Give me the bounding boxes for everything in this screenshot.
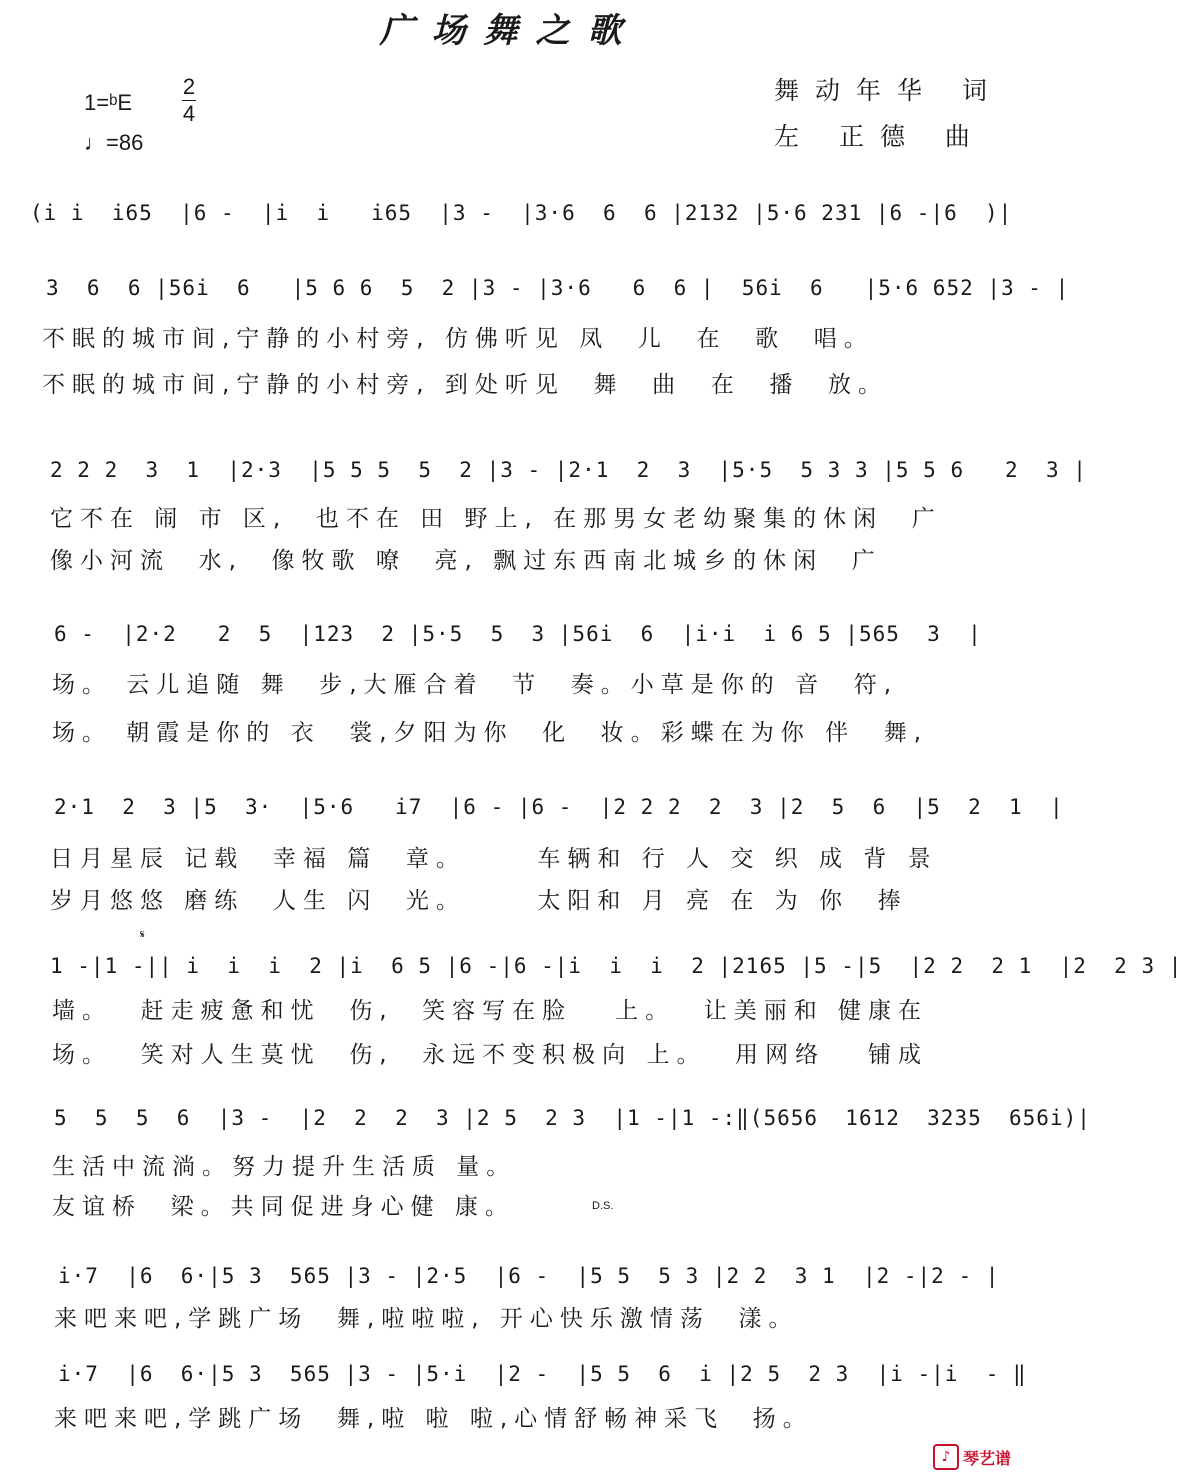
- notation-line: 1 -|1 -|| i i i 2 |i 6 5 |6 -|6 -|i i i 2 |2165 |5 -|5 |2 2 2 1 |2 2 3 |: [50, 954, 1182, 978]
- music-logo-icon: ♪: [933, 1444, 959, 1470]
- watermark-text: 琴艺谱: [962, 1448, 1011, 1468]
- notation-line: 2 2 2 3 1 |2·3 |5 5 5 5 2 |3 - |2·1 2 3 |5·5 5 3 3 |5 5 6 2 3 |: [50, 458, 1087, 482]
- time-signature-bottom: 4: [182, 101, 196, 126]
- notation-line: 2·1 2 3 |5 3· |5·6 i7 |6 - |6 - |2 2 2 2 3 |2 5 6 |5 2 1 |: [54, 795, 1064, 819]
- notation-line: 3 6 6 |56i 6 |5 6 6 5 2 |3 - |3·6 6 6 | 56i 6 |5·6 652 |3 - |: [46, 276, 1070, 300]
- lyric-line-verse-1: 日月星辰 记载 幸福 篇 章。 车辆和 行 人 交 织 成 背 景: [50, 846, 938, 872]
- time-signature: [182, 76, 196, 125]
- lyric-line-verse-2: 不眠的城市间,宁静的小村旁, 到处听见 舞 曲 在 播 放。: [42, 372, 889, 398]
- watermark-logo: [933, 1444, 1011, 1470]
- lyricist-credit: 舞动年华 词: [774, 76, 1003, 105]
- time-signature-top: 2: [182, 74, 196, 99]
- lyric-line-verse-2: 像小河流 水, 像牧歌 嘹 亮, 飘过东西南北城乡的休闲 广: [50, 548, 882, 574]
- dal-segno-mark: D.S.: [592, 1200, 614, 1212]
- lyric-line-verse-1: 场。 云儿追随 舞 步,大雁合着 节 奏。小草是你的 音 符,: [52, 672, 899, 698]
- notation-line: 5 5 5 6 |3 - |2 2 2 3 |2 5 2 3 |1 -|1 -:‖(5656 1612 3235 656i)|: [54, 1106, 1091, 1130]
- lyric-line-verse-1: 生活中流淌。努力提升生活质 量。: [52, 1154, 517, 1180]
- lyric-line-chorus-2: 来吧来吧,学跳广场 舞,啦 啦 啦,心情舒畅神采飞 扬。: [54, 1406, 813, 1432]
- lyric-line-verse-2: 场。 朝霞是你的 衣 裳,夕阳为你 化 妆。彩蝶在为你 伴 舞,: [52, 720, 929, 746]
- lyric-line-chorus-1: 来吧来吧,学跳广场 舞,啦啦啦, 开心快乐激情荡 漾。: [54, 1306, 799, 1332]
- lyric-line-verse-1: 不眠的城市间,宁静的小村旁, 仿佛听见 凤 儿 在 歌 唱。: [42, 326, 874, 352]
- tempo-marking: ♩=86: [84, 130, 144, 155]
- notation-line: i·7 |6 6·|5 3 565 |3 - |5·i |2 - |5 5 6 i |2 5 2 3 |i -|i - ‖: [58, 1362, 1027, 1386]
- notation-line: (i i i65 |6 - |i i i65 |3 - |3·6 6 6 |2132 |5·6 231 |6 -|6 )|: [30, 201, 1013, 225]
- composer-credit: 左 正德 曲: [774, 122, 986, 151]
- lyric-line-verse-1: 墙。 赶走疲惫和忧 伤, 笑容写在脸 上。 让美丽和 健康在: [52, 998, 929, 1024]
- lyric-line-verse-2: 场。 笑对人生莫忧 伤, 永远不变积极向 上。 用网络 铺成: [52, 1042, 929, 1068]
- segno-sign: 𝄋: [140, 928, 145, 941]
- score-title: 广场舞之歌: [379, 11, 640, 51]
- key-signature: 1=ᵇE: [84, 90, 133, 115]
- notation-line: i·7 |6 6·|5 3 565 |3 - |2·5 |6 - |5 5 5 3 |2 2 3 1 |2 -|2 - |: [58, 1264, 1000, 1288]
- lyric-line-verse-1: 它不在 闹 市 区, 也不在 田 野上, 在那男女老幼聚集的休闲 广: [50, 506, 942, 532]
- notation-line: 6 - |2·2 2 5 |123 2 |5·5 5 3 |56i 6 |i·i i 6 5 |565 3 |: [54, 622, 982, 646]
- lyric-line-verse-2: 友谊桥 梁。共同促进身心健 康。: [52, 1194, 515, 1220]
- lyric-line-verse-2: 岁月悠悠 磨练 人生 闪 光。 太阳和 月 亮 在 为 你 捧: [50, 888, 908, 914]
